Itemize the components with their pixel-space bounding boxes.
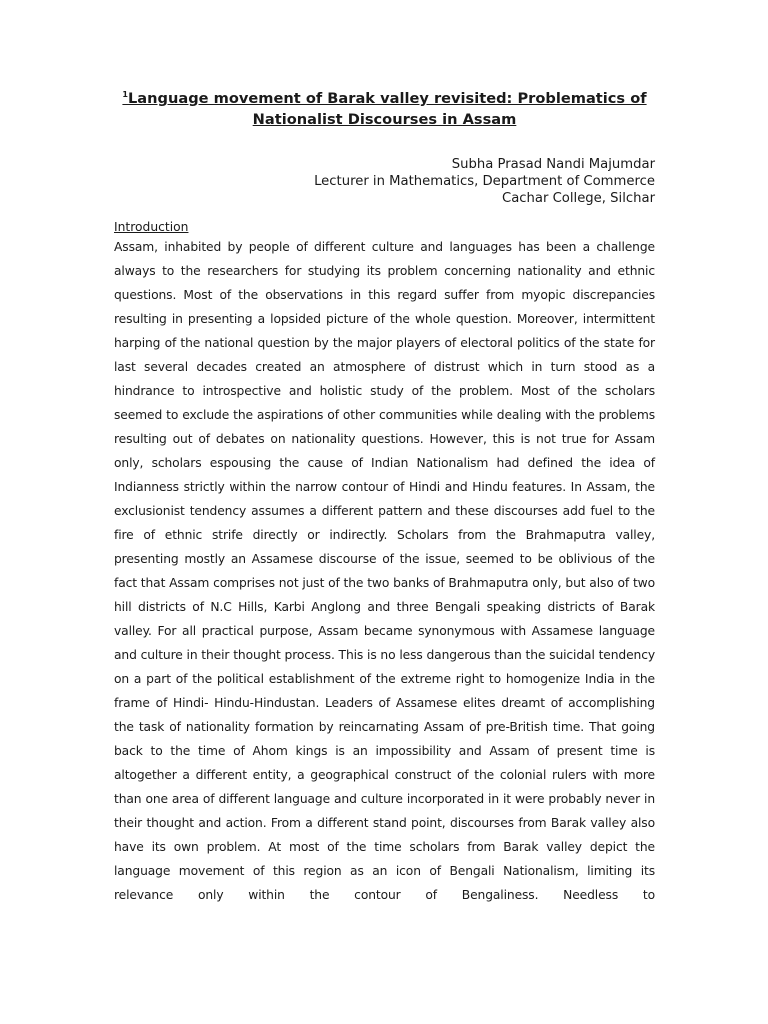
body-paragraph: Assam, inhabited by people of different culture and languages has been a challenge always to the researchers for studying its problem concerning nationality and ethnic questions. Most of the observations in this regard suffer from myopic discrepancies resulting in presenting a lopsided picture of the whole question. Moreover, intermittent harping of the national question by the major players of electoral politics of the state for last several decades created an atmosphere of distrust which in turn stood as a hindrance to introspective and holistic study of the problem. Most of the scholars seemed to exclude the aspirations of other communities while dealing with the problems resulting out of debates on nationality questions. However, this is not true for Assam only, scholars espousing the cause of Indian Nationalism had defined the idea of Indianness strictly within the narrow contour of Hindi and Hindu features. In Assam, the exclusionist tendency assumes a different pattern and these discourses add fuel to the fire of ethnic strife directly or indirectly. Scholars from the Brahmaputra valley, presenting mostly an Assamese discourse of the issue, seemed to be oblivious of the fact that Assam comprises not just of the two banks of Brahmaputra only, but also of two hill districts of N.C Hills, Karbi Anglong and three Bengali speaking districts of Barak valley. For all practical purpose, Assam became synonymous with Assamese language and culture in their thought process. This is no less dangerous than the suicidal tendency on a part of the political establishment of the extreme right to homogenize India in the frame of Hindi- Hindu-Hindustan. Leaders of Assamese elites dreamt of accomplishing the task of nationality formation by reincarnating Assam of pre-British time. That going back to the time of Ahom kings is an impossibility and Assam of present time is altogether a different entity, a geographical construct of the colonial rulers with more than one area of different language and culture incorporated in it were probably never in their thought and action. From a different stand point, discourses from Barak valley also have its own problem. At most of the time scholars from Barak valley depict the language movement of this region as an icon of Bengali Nationalism, limiting its relevance only within the contour of Bengaliness. Needless to <box>114 240 655 902</box>
author-name: Subha Prasad Nandi Majumdar <box>451 157 655 172</box>
title-line-1 <box>114 88 655 109</box>
author-block <box>114 156 655 207</box>
footnote-marker[interactable]: 1 <box>122 90 128 100</box>
title-line-2: Nationalist Discourses in Assam <box>252 111 517 128</box>
title-line-1-text: Language movement of Barak valley revisited: Problematics of <box>127 90 647 107</box>
document-title <box>114 88 655 130</box>
author-institution: Cachar College, Silchar <box>502 191 655 206</box>
author-position: Lecturer in Mathematics, Department of Commerce <box>314 174 655 189</box>
section-heading-introduction: Introduction <box>114 220 189 234</box>
